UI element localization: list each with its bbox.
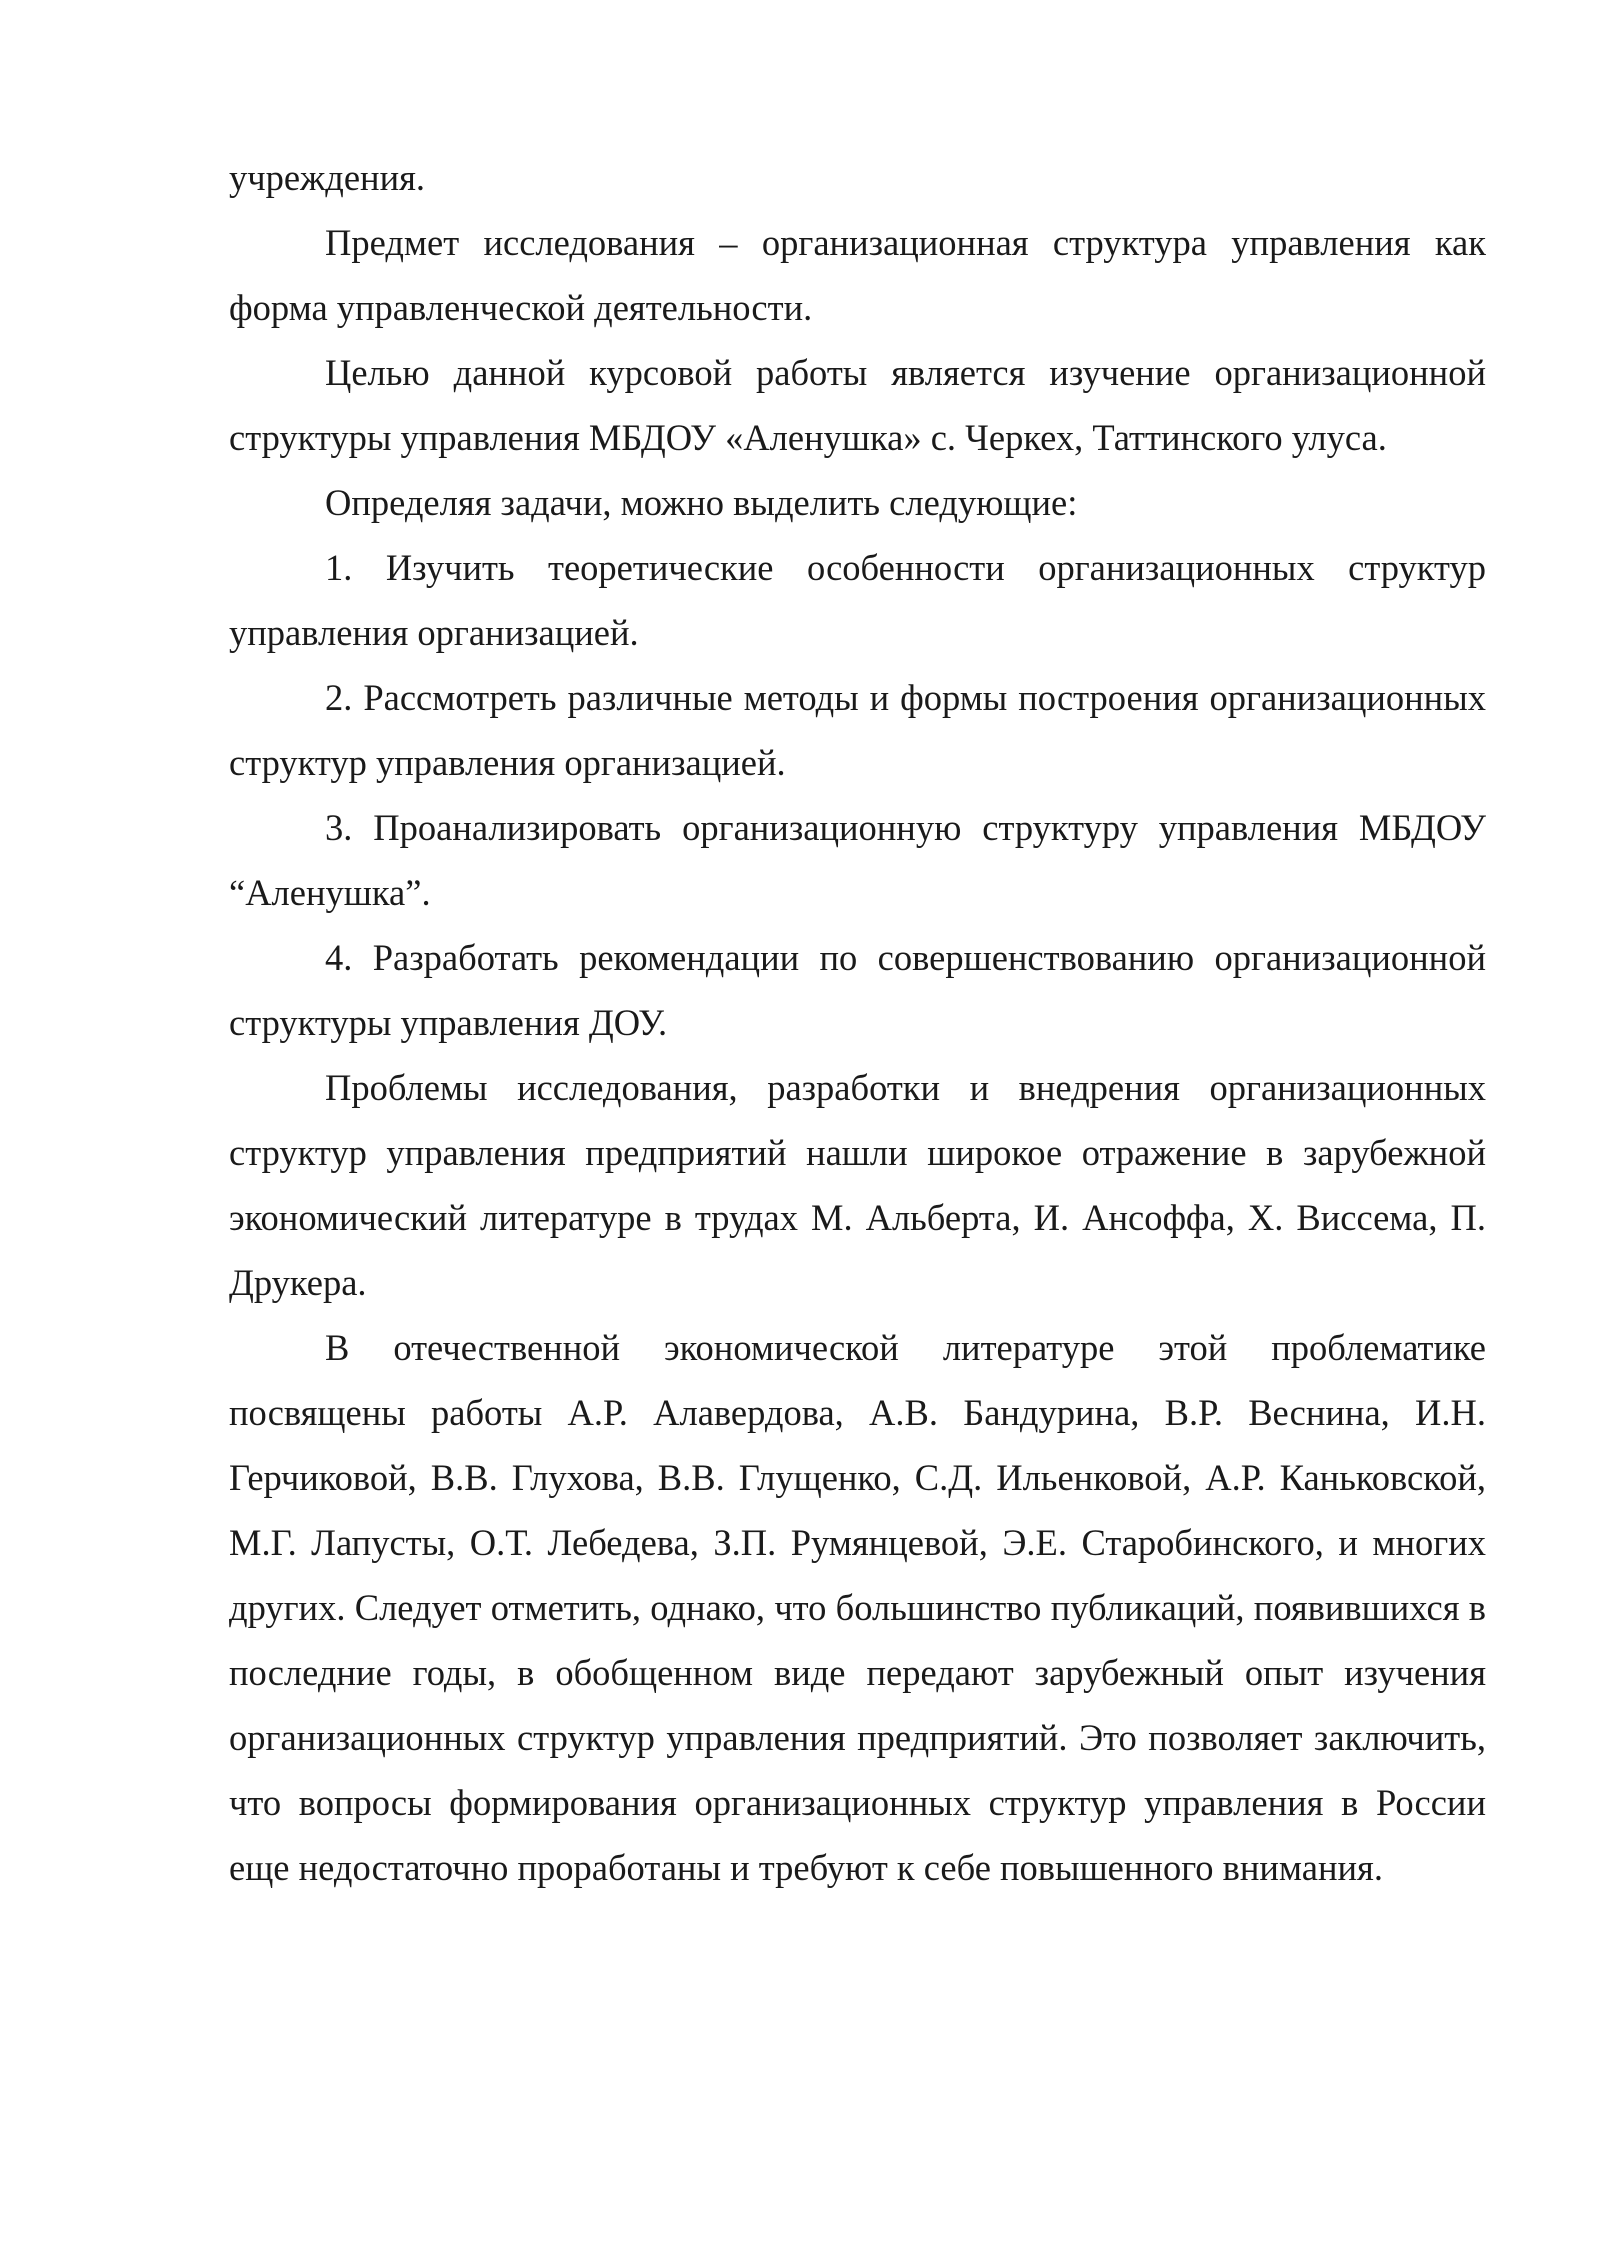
task-number: 2. [325,677,353,718]
document-page [229,145,1486,1900]
task-item-2 [229,665,1486,795]
paragraph-tasks-intro: Определяя задачи, можно выделить следующие: [325,482,1078,523]
task-text: Изучить теоретические особенности организационных структур управления организацией. [229,547,1486,653]
task-item-1 [229,535,1486,665]
task-number: 1. [325,547,353,588]
paragraph-domestic-research: В отечественной экономической литературе этой проблематике посвящены работы А.Р. Алавердова, А.В. Бандурина, В.Р. Веснина, И.Н. Герчиковой, В.В. Глухова, В.В. Глущенко, С.Д. Ильенковой, А.Р. Каньковской, М.Г. Лапусты, О.Т. Лебедева, З.П. Румянцевой, Э.Е. Старобинского, и многих других. Следует отметить, однако, что большинство публикаций, появившихся в последние годы, в обобщенном виде передают зарубежный опыт изучения организационных структур управления предприятий. Это позволяет заключить, что вопросы формирования организационных структур управления в России еще недостаточно проработаны и требуют к себе повышенного внимания. [229,1327,1486,1888]
task-text: Разработать рекомендации по совершенствованию организационной структуры управления ДОУ. [229,937,1486,1043]
task-item-4 [229,925,1486,1055]
task-text: Проанализировать организационную структуру управления МБДОУ “Аленушка”. [229,807,1486,913]
task-number: 4. [325,937,353,978]
task-item-3 [229,795,1486,925]
paragraph-continuation: учреждения. [229,157,426,198]
paragraph-goal: Целью данной курсовой работы является изучение организационной структуры управления МБДОУ «Аленушка» с. Черкех, Таттинского улуса. [229,352,1486,458]
task-text: Рассмотреть различные методы и формы построения организационных структур управления организацией. [229,677,1486,783]
task-number: 3. [325,807,353,848]
paragraph-foreign-research: Проблемы исследования, разработки и внедрения организационных структур управления предприятий нашли широкое отражение в зарубежной экономический литературе в трудах М. Альберта, И. Ансоффа, Х. Виссема, П. Друкера. [229,1067,1486,1303]
paragraph-subject: Предмет исследования – организационная структура управления как форма управленческой деятельности. [229,222,1486,328]
